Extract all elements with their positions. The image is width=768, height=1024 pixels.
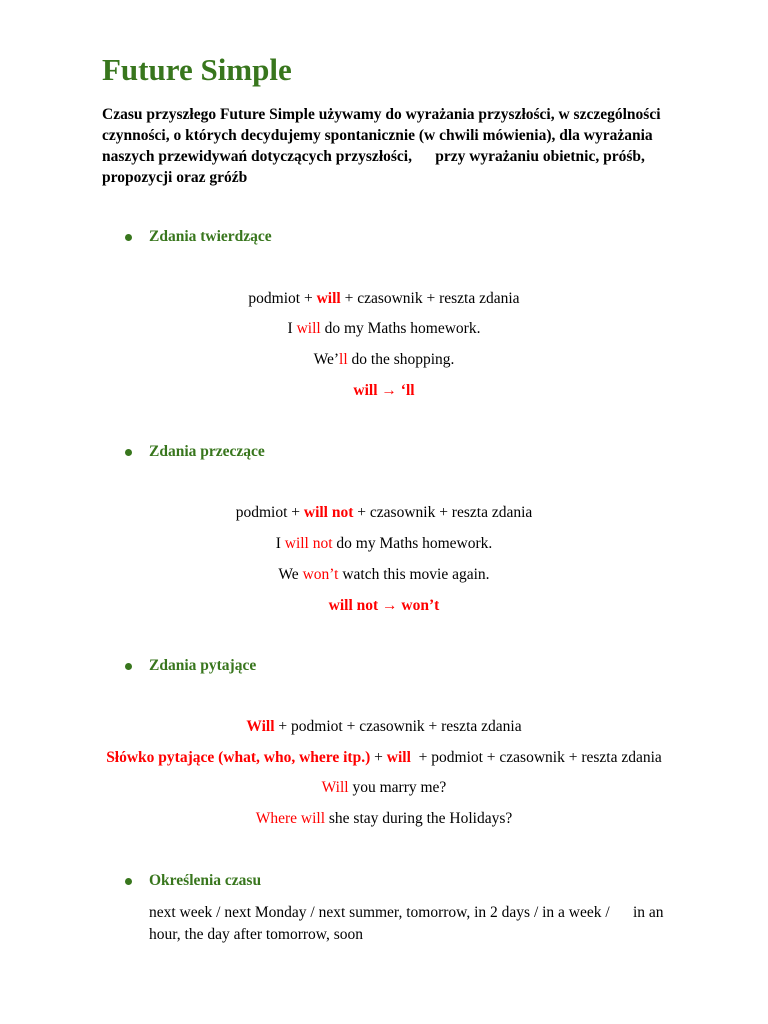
question-formula-1 — [0, 718, 768, 736]
negative-contraction: will not → won’t — [328, 597, 440, 614]
formula-text: + czasownik + reszta zdania — [340, 290, 520, 307]
keyword: Will — [321, 779, 349, 796]
question-formula-2 — [0, 749, 768, 767]
example-text: do my Maths homework. — [320, 320, 481, 337]
negative-example-2 — [0, 566, 768, 584]
question-example-2 — [0, 810, 768, 828]
bullet-icon — [125, 449, 132, 456]
keyword: won’t — [302, 566, 339, 583]
question-example-1 — [0, 779, 768, 797]
intro-line: propozycji oraz gróźb — [102, 169, 248, 186]
example-text: you marry me? — [348, 779, 447, 796]
formula-text: + — [370, 749, 387, 766]
bullet-icon — [125, 663, 132, 670]
intro-line: Czasu przyszłego Future Simple używamy do wyrażania przyszłości, w szczególności — [102, 106, 661, 123]
affirmative-contraction: will → ‘ll — [353, 382, 415, 399]
formula-text: + podmiot + czasownik + reszta zdania — [274, 718, 522, 735]
formula-text: + czasownik + reszta zdania — [353, 504, 533, 521]
intro-line: czynności, o których decydujemy spontanicznie (w chwili mówienia), dla wyrażania — [102, 127, 653, 144]
time-expressions-line: next week / next Monday / next summer, tomorrow, in 2 days / in a week / in an — [149, 904, 664, 921]
section-heading-label: Zdania twierdzące — [149, 228, 272, 245]
section-heading-label: Zdania przeczące — [149, 443, 265, 460]
keyword: will not — [284, 535, 333, 552]
formula-text: podmiot + — [235, 504, 304, 521]
time-expressions-line: hour, the day after tomorrow, soon — [149, 926, 364, 943]
section-heading-time-expressions — [125, 872, 261, 890]
intro-line: naszych przewidywań dotyczących przyszłości, przy wyrażaniu obietnic, próśb, — [102, 148, 645, 165]
section-heading-negative — [125, 443, 265, 461]
example-text: We — [278, 566, 303, 583]
keyword: will — [296, 320, 321, 337]
bullet-icon — [125, 878, 132, 885]
keyword: Słówko pytające (what, who, where itp.) — [106, 749, 371, 766]
section-heading-label: Zdania pytające — [149, 657, 257, 674]
section-heading-affirmative — [125, 228, 272, 246]
example-text: she stay during the Holidays? — [325, 810, 513, 827]
keyword: Will — [246, 718, 275, 735]
formula-text: + podmiot + czasownik + reszta zdania — [410, 749, 662, 766]
negative-formula — [0, 504, 768, 522]
section-heading-label: Określenia czasu — [149, 872, 262, 889]
negative-example-1 — [0, 535, 768, 553]
affirmative-formula — [0, 290, 768, 308]
example-text: do the shopping. — [347, 351, 455, 368]
example-text: do my Maths homework. — [332, 535, 493, 552]
keyword: will — [316, 290, 341, 307]
example-text: watch this movie again. — [338, 566, 490, 583]
bullet-icon — [125, 234, 132, 241]
example-text: I — [275, 535, 285, 552]
page-title: Future Simple — [102, 52, 292, 87]
affirmative-example-2 — [0, 351, 768, 369]
example-text: I — [287, 320, 297, 337]
intro-paragraph — [102, 104, 742, 188]
time-expressions-text — [149, 902, 719, 946]
formula-text: podmiot + — [248, 290, 317, 307]
keyword: ll — [339, 351, 348, 368]
affirmative-example-1 — [0, 320, 768, 338]
section-heading-questions — [125, 657, 256, 675]
keyword: will — [386, 749, 411, 766]
keyword: will not — [303, 504, 354, 521]
example-text: We’ — [313, 351, 340, 368]
keyword: Where will — [255, 810, 326, 827]
